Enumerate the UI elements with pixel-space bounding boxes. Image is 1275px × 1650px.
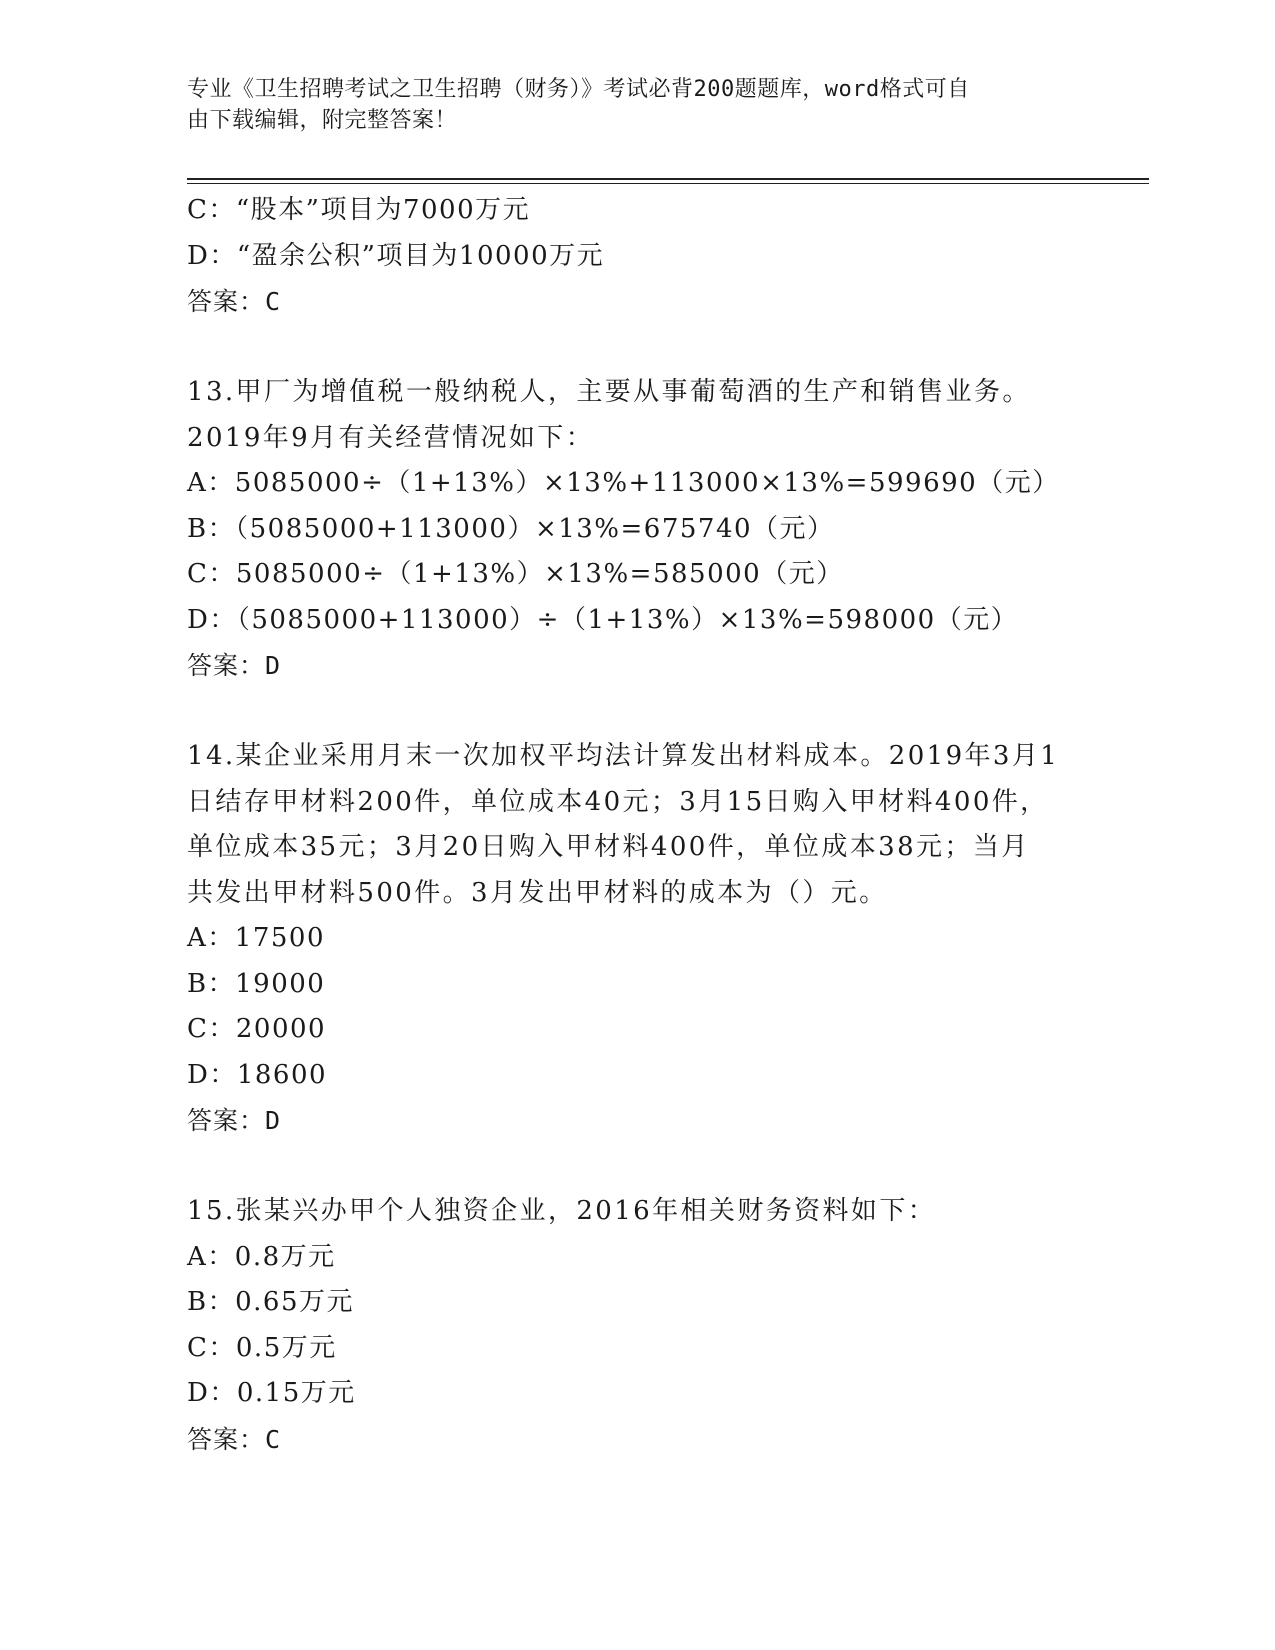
option-c: C：“股本”项目为7000万元 [187,195,531,225]
question-stem-line: 2019年9月有关经营情况如下： [187,422,595,453]
spacer [187,689,1067,735]
header-divider-thin [187,183,1149,184]
option-b: B：19000 [187,968,326,999]
answer-line: 答案：C [187,287,282,316]
question-content [187,188,1067,1462]
option-d: D：18600 [187,1059,328,1090]
question-14 [187,734,1067,1144]
option-b: B：（5085000+113000）×13%=675740（元） [187,513,835,544]
option-c: C：5085000÷（1+13%）×13%=585000（元） [187,559,844,589]
question-stem-line: 13.甲厂为增值税一般纳税人，主要从事葡萄酒的生产和销售业务。 [187,377,1031,407]
question-15 [187,1189,1067,1462]
question-stem-line: 14.某企业采用月末一次加权平均法计算发出材料成本。2019年3月1 [187,741,1060,771]
question-stem-line: 共发出甲材料500件。3月发出甲材料的成本为（）元。 [187,877,888,908]
document-header [187,74,1067,136]
header-divider-thick [187,178,1149,180]
option-a: A：0.8万元 [187,1241,336,1272]
question-stem-line: 单位成本35元；3月20日购入甲材料400件，单位成本38元；当月 [187,832,1030,862]
answer-line: 答案：D [187,1106,282,1135]
question-stem-line: 15.张某兴办甲个人独资企业，2016年相关财务资料如下： [187,1196,937,1226]
option-a: A：5085000÷（1+13%）×13%+113000×13%=599690（元） [187,468,1060,498]
header-title-line-1: 专业《卫生招聘考试之卫生招聘（财务）》考试必背200题题库，word格式可自 [187,77,970,102]
spacer [187,1144,1067,1190]
spacer [187,325,1067,371]
option-c: C：0.5万元 [187,1332,337,1363]
option-d: D：0.15万元 [187,1378,356,1408]
header-title-line-2: 由下载编辑，附完整答案！ [187,108,458,133]
prev-question-block [187,188,1067,325]
option-d: D：（5085000+113000）÷（1+13%）×13%=598000（元） [187,604,1019,635]
answer-line: 答案：D [187,651,282,680]
option-b: B：0.65万元 [187,1287,354,1317]
answer-line: 答案：C [187,1424,282,1454]
question-13 [187,370,1067,689]
question-stem-line: 日结存甲材料200件，单位成本40元；3月15日购入甲材料400件， [187,786,1049,817]
option-a: A：17500 [187,923,325,953]
option-c: C：20000 [187,1014,327,1044]
option-d: D：“盈余公积”项目为10000万元 [187,240,605,271]
